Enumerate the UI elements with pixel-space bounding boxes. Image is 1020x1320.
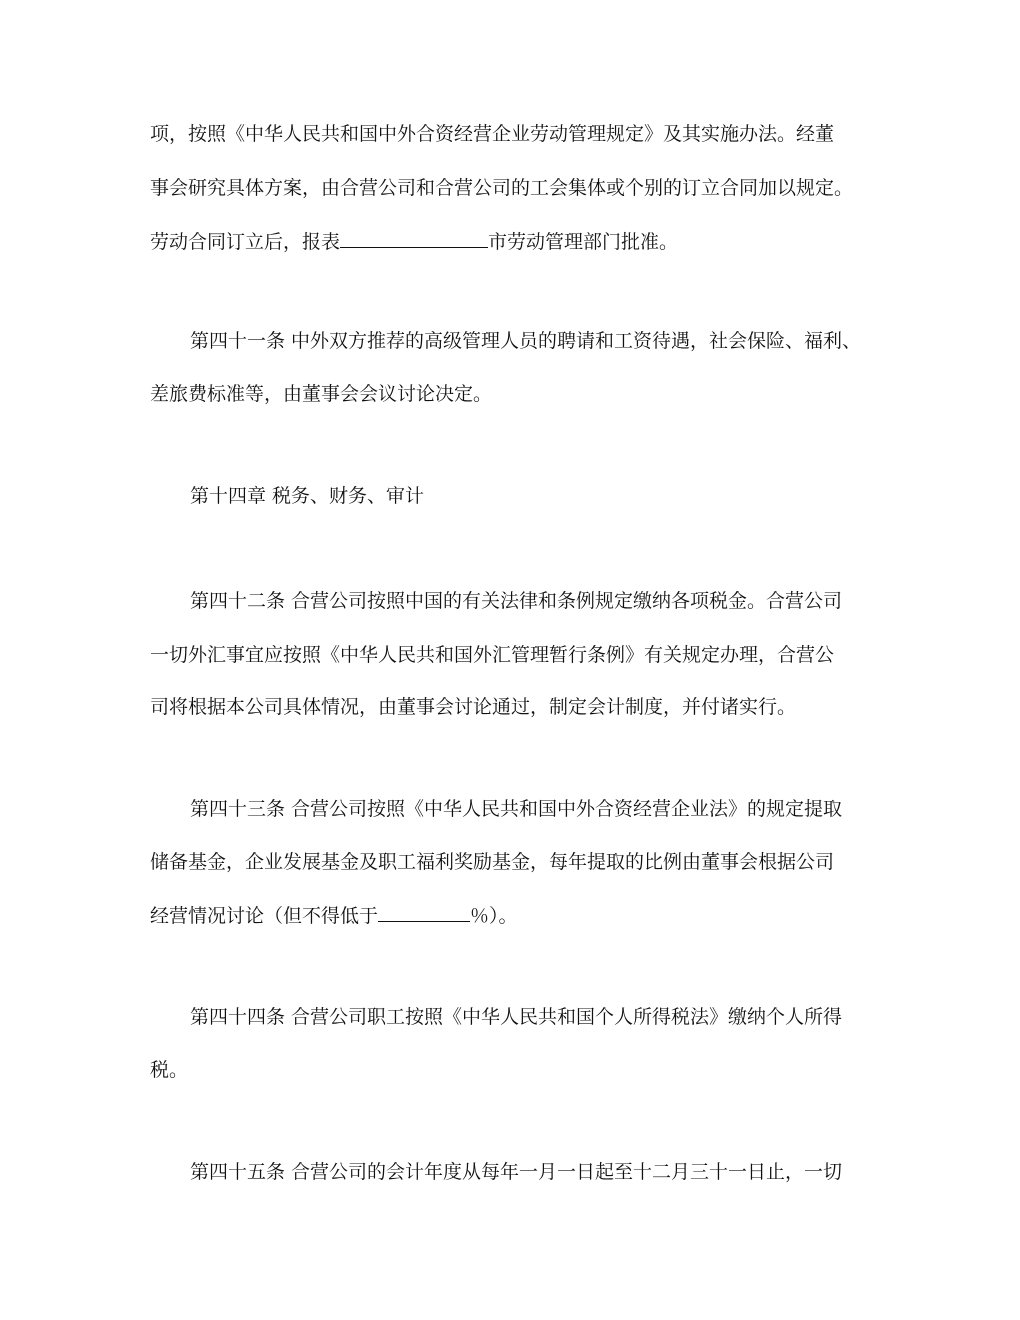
article41-line1: 第四十一条 中外双方推荐的高级管理人员的聘请和工资待遇，社会保险、福利、 <box>190 330 862 352</box>
article43-line1: 第四十三条 合营公司按照《中华人民共和国中外合资经营企业法》的规定提取 <box>190 798 843 820</box>
article43-line2: 储备基金，企业发展基金及职工福利奖励基金，每年提取的比例由董事会根据公司 <box>150 851 835 873</box>
report-to-blank <box>340 229 488 248</box>
article42-line3: 司将根据本公司具体情况，由董事会讨论通过，制定会计制度，并付诸实行。 <box>150 696 797 718</box>
para1-line3-after-blank: 市劳动管理部门批准。 <box>488 231 679 253</box>
article43-line3-before-blank: 经营情况讨论（但不得低于 <box>150 905 379 927</box>
para1-line1: 项，按照《中华人民共和国中外合资经营企业劳动管理规定》及其实施办法。经董 <box>150 123 835 145</box>
article41-line2: 差旅费标准等，由董事会会议讨论决定。 <box>150 383 493 405</box>
para1-line3-before-blank: 劳动合同订立后，报表 <box>150 231 341 253</box>
article43-line3 <box>150 903 518 928</box>
chapter14-heading: 第十四章 税务、财务、审计 <box>190 485 425 507</box>
article45-line1: 第四十五条 合营公司的会计年度从每年一月一日起至十二月三十一日止，一切 <box>190 1161 843 1183</box>
article44-line2: 税。 <box>150 1059 189 1081</box>
para1-line2: 事会研究具体方案，由合营公司和合营公司的工会集体或个别的订立合同加以规定。 <box>150 177 854 199</box>
para1-line3 <box>150 229 678 254</box>
percentage-blank <box>378 903 470 922</box>
article43-line3-after-blank: ％）。 <box>470 905 518 927</box>
article44-line1: 第四十四条 合营公司职工按照《中华人民共和国个人所得税法》缴纳个人所得 <box>190 1006 843 1028</box>
article42-line1: 第四十二条 合营公司按照中国的有关法律和条例规定缴纳各项税金。合营公司 <box>190 590 843 612</box>
article42-line2: 一切外汇事宜应按照《中华人民共和国外汇管理暂行条例》有关规定办理，合营公 <box>150 644 835 666</box>
